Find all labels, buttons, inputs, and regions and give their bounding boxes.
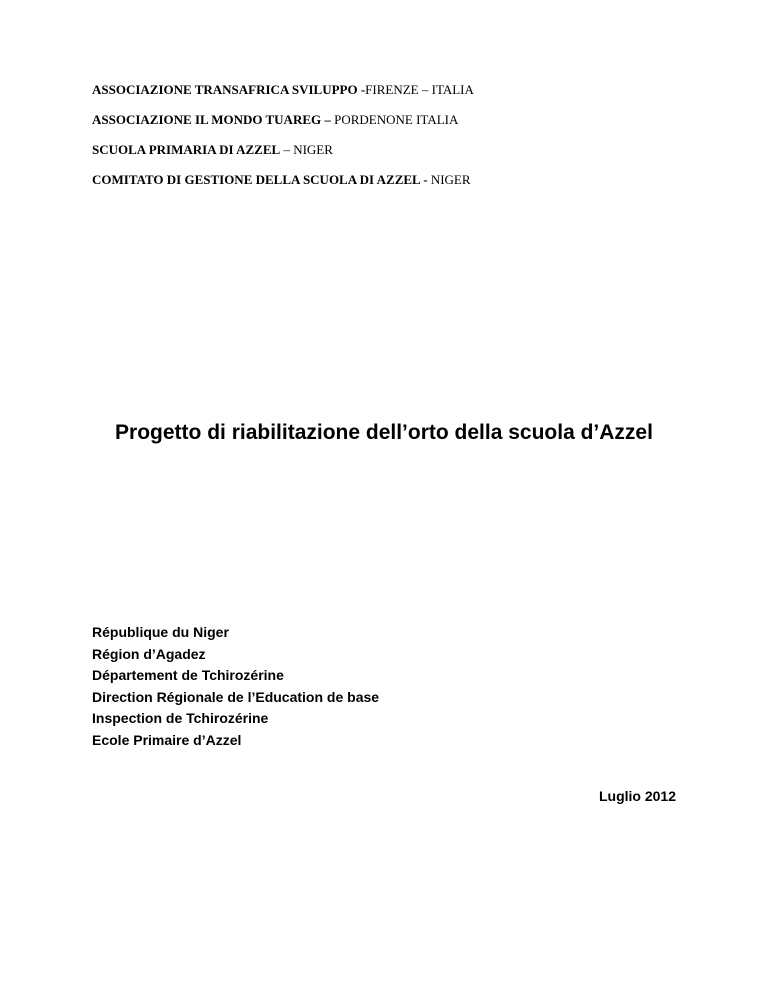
header-line-org-name: ASSOCIAZIONE IL MONDO TUAREG –	[92, 112, 335, 127]
admin-line-direction: Direction Régionale de l’Education de base	[92, 688, 380, 705]
organizations-header	[92, 82, 474, 202]
admin-line-department: Département de Tchirozérine	[92, 667, 284, 683]
header-line-org-name: COMITATO DI GESTIONE DELLA SCUOLA DI AZZEL -	[92, 172, 431, 187]
header-line-org-name: SCUOLA PRIMARIA DI AZZEL	[92, 142, 281, 157]
header-line-mondo-tuareg	[92, 112, 474, 128]
admin-line-country: République du Niger	[92, 624, 229, 640]
document-date: Luglio 2012	[598, 788, 676, 804]
admin-line-region: Région d’Agadez	[92, 645, 206, 662]
admin-line-inspection: Inspection de Tchirozérine	[92, 710, 269, 726]
header-line-comitato	[92, 172, 474, 188]
header-line-location: NIGER	[430, 172, 471, 187]
header-line-scuola-primaria	[92, 142, 474, 158]
document-title: Progetto di riabilitazione dell’orto della scuola d’Azzel	[115, 421, 653, 444]
header-line-org-name: ASSOCIAZIONE TRANSAFRICA SVILUPPO -	[92, 82, 366, 97]
header-line-location: – NIGER	[280, 142, 333, 157]
admin-line-school: Ecole Primaire d’Azzel	[92, 731, 242, 748]
header-line-location: PORDENONE ITALIA	[334, 112, 459, 127]
header-line-transafrica	[92, 82, 474, 98]
header-line-location: FIRENZE – ITALIA	[365, 82, 474, 97]
administrative-info	[92, 622, 379, 751]
